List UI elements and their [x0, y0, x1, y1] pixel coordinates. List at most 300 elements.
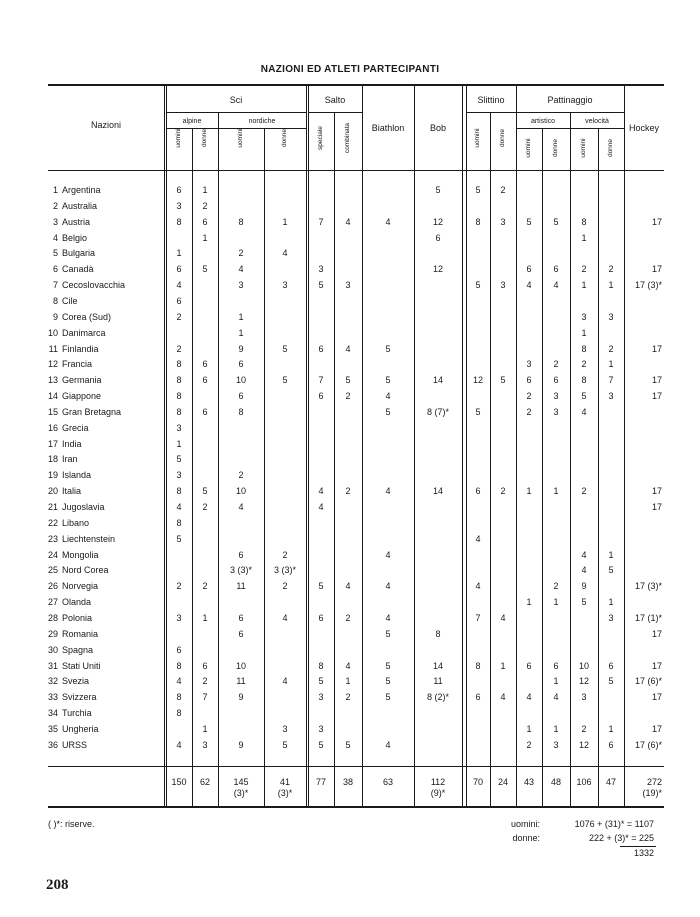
table-cell: 2	[345, 391, 351, 402]
row-nation-name: Australia	[62, 200, 98, 211]
table-cell: 1	[553, 676, 559, 687]
table-cell: 17 (6)*	[634, 739, 662, 750]
column-rule	[192, 128, 193, 806]
total-cell: 38	[342, 777, 353, 787]
header-uomini: uomini	[525, 138, 532, 158]
table-cell: 6	[318, 343, 324, 354]
table-cell: 6	[475, 692, 481, 703]
table-cell: 7	[475, 612, 481, 623]
table-cell: 3 (3)*	[273, 565, 296, 576]
row-number: 12	[47, 359, 58, 370]
column-rule	[164, 85, 165, 806]
table-cell: 1	[176, 248, 182, 259]
table-cell: 5	[318, 581, 324, 592]
table-cell: 1	[238, 311, 244, 322]
table-cell: 9	[238, 739, 244, 750]
table-cell: 17	[651, 723, 662, 734]
table-cell: 3	[282, 280, 288, 291]
header-donne: donne	[281, 128, 288, 148]
table-cell: 1	[553, 597, 559, 608]
table-cell: 2	[282, 581, 288, 592]
table-cell: 4	[282, 676, 288, 687]
table-cell: 4	[282, 248, 288, 259]
header-bottom-rule	[48, 170, 664, 171]
table-cell: 7	[318, 375, 324, 386]
table-cell: 4	[345, 343, 351, 354]
table-cell: 2	[500, 185, 506, 195]
total-cell: 43	[523, 777, 534, 787]
row-number: 35	[47, 723, 58, 734]
table-cell: 17	[651, 343, 662, 354]
table-cell: 2	[526, 391, 532, 402]
table-cell: 5	[282, 739, 288, 750]
table-cell: 11	[236, 581, 246, 592]
table-cell: 3	[608, 391, 614, 402]
table-cell: 1	[608, 597, 614, 608]
footnote: ( )*: riserve.	[48, 819, 95, 829]
table-cell: 2	[345, 692, 351, 703]
table-cell: 7	[318, 216, 324, 227]
row-nation-name: Olanda	[62, 597, 92, 608]
total-cell: 24	[497, 777, 508, 787]
table-cell: 5	[385, 660, 391, 671]
row-number: 11	[48, 343, 58, 354]
header-hockey: Hockey	[628, 123, 659, 133]
table-cell: 6	[526, 264, 532, 275]
row-number: 16	[47, 422, 58, 433]
table-cell: 6	[238, 549, 244, 560]
table-cell: 6	[238, 359, 244, 370]
table-cell: 4	[385, 486, 391, 497]
table-cell: 2	[500, 486, 506, 497]
table-cell: 5	[318, 676, 324, 687]
table-cell: 5	[282, 343, 288, 354]
table-cell: 14	[432, 375, 443, 386]
table-cell: 4	[526, 692, 532, 703]
row-number: 23	[47, 533, 58, 544]
table-top-rule	[48, 85, 664, 86]
table-cell: 4	[345, 581, 351, 592]
table-cell: 6	[202, 375, 208, 386]
summary-total-rule	[620, 846, 656, 847]
row-number: 2	[52, 200, 58, 211]
table-cell: 4	[581, 565, 587, 576]
row-nation-name: Argentina	[62, 185, 101, 195]
table-cell: 2	[202, 676, 208, 687]
total-cell: 77	[315, 777, 326, 787]
table-cell: 6	[553, 660, 559, 671]
table-cell: 4	[176, 502, 182, 512]
table-cell: 17	[651, 216, 662, 227]
table-cell: 17 (1)*	[634, 612, 662, 623]
table-cell: 8	[176, 692, 182, 703]
table-cell: 4	[176, 280, 182, 291]
header-nazioni: Nazioni	[90, 120, 121, 130]
table-cell: 1	[581, 280, 587, 291]
table-cell: 17	[651, 628, 662, 639]
table-cell: 3	[176, 422, 182, 433]
table-cell: 3	[500, 280, 506, 291]
table-cell: 4	[176, 676, 182, 687]
table-cell: 8	[435, 628, 441, 639]
row-nation-name: URSS	[62, 739, 88, 750]
header-donne: donne	[499, 128, 506, 148]
row-nation-name: Corea (Sud)	[62, 311, 112, 322]
table-cell: 14	[432, 486, 443, 497]
table-cell: 6	[238, 612, 244, 623]
table-cell: 10	[235, 375, 246, 386]
header-sci: Sci	[229, 95, 243, 105]
table-cell: 3	[238, 280, 244, 291]
row-nation-name: Islanda	[62, 470, 92, 481]
table-cell: 3	[608, 311, 614, 322]
table-cell: 3	[318, 723, 324, 734]
header-biathlon: Biathlon	[371, 123, 405, 133]
table-cell: 1	[608, 549, 614, 560]
table-cell: 12	[472, 375, 483, 386]
column-rule	[264, 128, 265, 806]
table-cell: 3	[608, 612, 614, 623]
table-cell: 17	[651, 692, 662, 703]
table-cell: 6	[202, 406, 208, 417]
table-cell: 17 (3)*	[634, 581, 662, 592]
table-cell: 4	[475, 533, 481, 544]
table-cell: 2	[581, 359, 587, 370]
total-cell: 62	[199, 777, 210, 787]
row-number: 15	[47, 406, 58, 417]
table-cell: 4	[385, 739, 391, 750]
table-cell: 6	[176, 185, 182, 195]
row-number: 13	[47, 375, 58, 386]
table-cell: 3	[176, 470, 182, 481]
table-cell: 8	[238, 406, 244, 417]
table-cell: 2	[238, 470, 244, 481]
table-cell: 4	[318, 486, 324, 497]
row-nation-name: Iran	[62, 454, 78, 465]
table-cell: 6	[526, 375, 532, 386]
table-cell: 8	[176, 708, 182, 719]
table-cell: 4	[238, 502, 244, 512]
header-rule	[466, 112, 516, 113]
row-number: 22	[47, 517, 58, 528]
table-cell: 2	[345, 612, 351, 623]
row-number: 19	[47, 470, 58, 481]
table-cell: 4	[475, 581, 481, 592]
table-cell: 8	[176, 517, 182, 528]
column-rule	[542, 128, 543, 806]
row-nation-name: Bulgaria	[62, 248, 96, 259]
total-cell: 70	[472, 777, 483, 787]
table-cell: 1	[608, 359, 614, 370]
row-number: 5	[52, 248, 58, 259]
table-cell: 2	[553, 359, 559, 370]
row-nation-name: Liechtenstein	[62, 533, 116, 544]
table-cell: 1	[526, 597, 532, 608]
table-cell: 6	[202, 359, 208, 370]
table-cell: 3	[581, 692, 587, 703]
table-cell: 5	[202, 486, 208, 497]
table-cell: 17	[651, 486, 662, 497]
table-cell: 6	[176, 295, 182, 306]
header-pattinaggio: Pattinaggio	[547, 95, 593, 105]
table-cell: 6	[608, 739, 614, 750]
table-cell: 3	[202, 739, 208, 750]
summary-grand-total: 1332	[633, 848, 654, 858]
table-cell: 10	[235, 660, 246, 671]
header-uomini: uomini	[580, 138, 587, 158]
header-alpine: alpine	[182, 118, 202, 125]
table-cell: 12	[578, 676, 589, 687]
row-nation-name: Mongolia	[62, 549, 99, 560]
table-cell: 3	[176, 200, 182, 211]
row-number: 28	[47, 612, 58, 623]
table-cell: 1	[526, 723, 532, 734]
table-cell: 1	[238, 327, 244, 338]
table-cell: 3	[553, 406, 559, 417]
table-bottom-rule	[48, 807, 664, 808]
totals-top-rule	[48, 766, 664, 767]
row-nation-name: Giappone	[62, 391, 102, 402]
row-nation-name: Gran Bretagna	[62, 406, 122, 417]
table-cell: 4	[553, 692, 559, 703]
table-cell: 4	[385, 581, 391, 592]
table-cell: 4	[282, 612, 288, 623]
table-cell: 17	[651, 264, 662, 275]
header-velocita: velocità	[585, 118, 609, 125]
row-nation-name: Stati Uniti	[62, 660, 101, 671]
table-cell: 1	[282, 216, 288, 227]
summary-uomini-calc: 1076 + (31)* = 1107	[574, 819, 654, 829]
row-number: 17	[47, 438, 58, 449]
table-cell: 1	[500, 660, 506, 671]
table-cell: 8	[176, 406, 182, 417]
page-title: NAZIONI ED ATLETI PARTECIPANTI	[260, 64, 440, 75]
table-cell: 5	[345, 375, 351, 386]
total-cell: 47	[605, 777, 616, 787]
total-cell: 41 (3)*	[277, 777, 293, 798]
table-cell: 1	[608, 723, 614, 734]
row-nation-name: Italia	[62, 486, 82, 497]
table-cell: 1	[553, 723, 559, 734]
table-cell: 2	[581, 264, 587, 275]
row-number: 7	[52, 280, 58, 291]
row-nation-name: Austria	[62, 216, 91, 227]
table-cell: 3	[581, 311, 587, 322]
total-cell: 145 (3)*	[233, 777, 249, 798]
table-cell: 1	[345, 676, 351, 687]
table-cell: 6	[553, 264, 559, 275]
total-cell: 150	[171, 777, 187, 787]
row-nation-name: Romania	[62, 628, 99, 639]
table-cell: 6	[318, 391, 324, 402]
table-cell: 8	[176, 660, 182, 671]
table-cell: 2	[176, 311, 182, 322]
table-cell: 1	[202, 612, 208, 623]
header-salto: Salto	[324, 95, 346, 105]
table-cell: 8	[581, 343, 587, 354]
table-cell: 5	[581, 597, 587, 608]
table-cell: 6	[475, 486, 481, 497]
table-cell: 17 (3)*	[634, 280, 662, 291]
table-cell: 4	[385, 216, 391, 227]
table-cell: 8	[176, 391, 182, 402]
column-rule	[462, 85, 463, 806]
row-nation-name: Jugoslavia	[62, 502, 105, 512]
table-cell: 8	[475, 660, 481, 671]
table-cell: 5	[176, 533, 182, 544]
table-cell: 9	[238, 692, 244, 703]
row-number: 21	[47, 502, 58, 512]
total-cell: 48	[550, 777, 561, 787]
table-cell: 3	[553, 391, 559, 402]
table-cell: 11	[433, 676, 443, 687]
table-cell: 6	[176, 644, 182, 655]
summary-donne-calc: 222 + (3)* = 225	[588, 833, 654, 843]
table-cell: 1	[608, 280, 614, 291]
row-number: 8	[52, 295, 58, 306]
table-cell: 6	[318, 612, 324, 623]
table-cell: 12	[432, 216, 443, 227]
table-cell: 8	[318, 660, 324, 671]
table-cell: 2	[176, 343, 182, 354]
row-nation-name: Grecia	[62, 422, 89, 433]
row-number: 27	[47, 597, 58, 608]
table-cell: 6	[608, 660, 614, 671]
row-number: 20	[47, 486, 58, 497]
table-cell: 17	[651, 375, 662, 386]
table-cell: 5	[318, 280, 324, 291]
table-cell: 4	[500, 612, 506, 623]
table-cell: 4	[238, 264, 244, 275]
row-number: 24	[47, 549, 58, 560]
page-number: 208	[46, 877, 69, 893]
row-number: 33	[47, 692, 58, 703]
table-cell: 4	[345, 216, 351, 227]
row-nation-name: Cecoslovacchia	[62, 280, 126, 291]
row-nation-name: India	[62, 438, 82, 449]
table-cell: 5	[581, 391, 587, 402]
table-cell: 8	[176, 375, 182, 386]
table-cell: 4	[385, 391, 391, 402]
row-nation-name: Polonia	[62, 612, 93, 623]
total-cell: 272 (19)*	[642, 777, 662, 798]
table-cell: 2	[581, 486, 587, 497]
table-cell: 9	[238, 343, 244, 354]
table-cell: 12	[432, 264, 443, 275]
column-rule	[306, 85, 307, 806]
row-nation-name: Finlandia	[62, 343, 99, 354]
header-bob: Bob	[429, 123, 446, 133]
table-cell: 11	[236, 676, 246, 687]
row-number: 26	[47, 581, 58, 592]
table-cell: 12	[578, 739, 589, 750]
table-cell: 1	[202, 723, 208, 734]
header-artistico: artistico	[530, 118, 556, 125]
table-cell: 17	[651, 660, 662, 671]
table-cell: 5	[385, 343, 391, 354]
table-cell: 17	[651, 391, 662, 402]
summary-donne-label: donne:	[512, 833, 540, 843]
table-cell: 2	[581, 723, 587, 734]
row-number: 14	[47, 391, 58, 402]
table-cell: 1	[581, 232, 587, 243]
total-cell: 106	[576, 777, 592, 787]
row-nation-name: Germania	[62, 375, 102, 386]
row-nation-name: Belgio	[62, 232, 88, 243]
table-cell: 5	[385, 692, 391, 703]
table-cell: 8	[475, 216, 481, 227]
table-cell: 10	[578, 660, 589, 671]
table-cell: 2	[176, 581, 182, 592]
header-donne: donne	[201, 128, 208, 148]
table-cell: 2	[345, 486, 351, 497]
row-nation-name: Libano	[62, 517, 90, 528]
header-nordiche: nordiche	[248, 118, 276, 125]
total-cell: 112 (9)*	[430, 777, 446, 798]
table-cell: 3	[526, 359, 532, 370]
row-number: 30	[47, 644, 58, 655]
table-cell: 7	[608, 375, 614, 386]
header-uomini: uomini	[175, 128, 182, 148]
table-cell: 2	[526, 406, 532, 417]
table-cell: 8	[176, 216, 182, 227]
table-cell: 4	[176, 739, 182, 750]
row-nation-name: Danimarca	[62, 327, 106, 338]
table-cell: 5	[385, 406, 391, 417]
row-number: 36	[47, 739, 58, 750]
row-number: 4	[52, 232, 58, 243]
table-cell: 5	[608, 676, 614, 687]
table-cell: 6	[238, 391, 244, 402]
table-cell: 2	[608, 264, 614, 275]
row-number: 31	[47, 660, 58, 671]
table-cell: 1	[202, 232, 208, 243]
table-cell: 3	[282, 723, 288, 734]
table-cell: 3 (3)*	[229, 565, 252, 576]
table-cell: 5	[500, 375, 506, 386]
table-cell: 2	[282, 549, 288, 560]
table-cell: 3	[176, 612, 182, 623]
header-uomini: uomini	[237, 128, 244, 148]
table-cell: 3	[345, 280, 351, 291]
row-number: 29	[47, 628, 58, 639]
header-uomini: uomini	[474, 128, 481, 148]
table-cell: 5	[385, 676, 391, 687]
row-nation-name: Turchia	[62, 708, 92, 719]
table-cell: 5	[475, 406, 481, 417]
row-nation-name: Nord Corea	[62, 565, 109, 576]
row-number: 9	[52, 311, 58, 322]
header-speciale: speciale	[317, 126, 324, 150]
table-cell: 2	[238, 248, 244, 259]
table-cell: 6	[176, 264, 182, 275]
table-cell: 4	[581, 406, 587, 417]
table-cell: 6	[526, 660, 532, 671]
table-cell: 8	[238, 216, 244, 227]
row-number: 18	[47, 454, 58, 465]
row-number: 34	[47, 708, 58, 719]
row-nation-name: Cile	[62, 295, 78, 306]
table-cell: 4	[318, 502, 324, 512]
table-cell: 17 (6)*	[634, 676, 662, 687]
table-cell: 1	[553, 486, 559, 497]
column-rule	[598, 128, 599, 806]
row-nation-name: Svezia	[62, 676, 90, 687]
table-cell: 1	[176, 438, 182, 449]
table-cell: 3	[318, 692, 324, 703]
table-cell: 2	[526, 739, 532, 750]
table-cell: 6	[202, 216, 208, 227]
